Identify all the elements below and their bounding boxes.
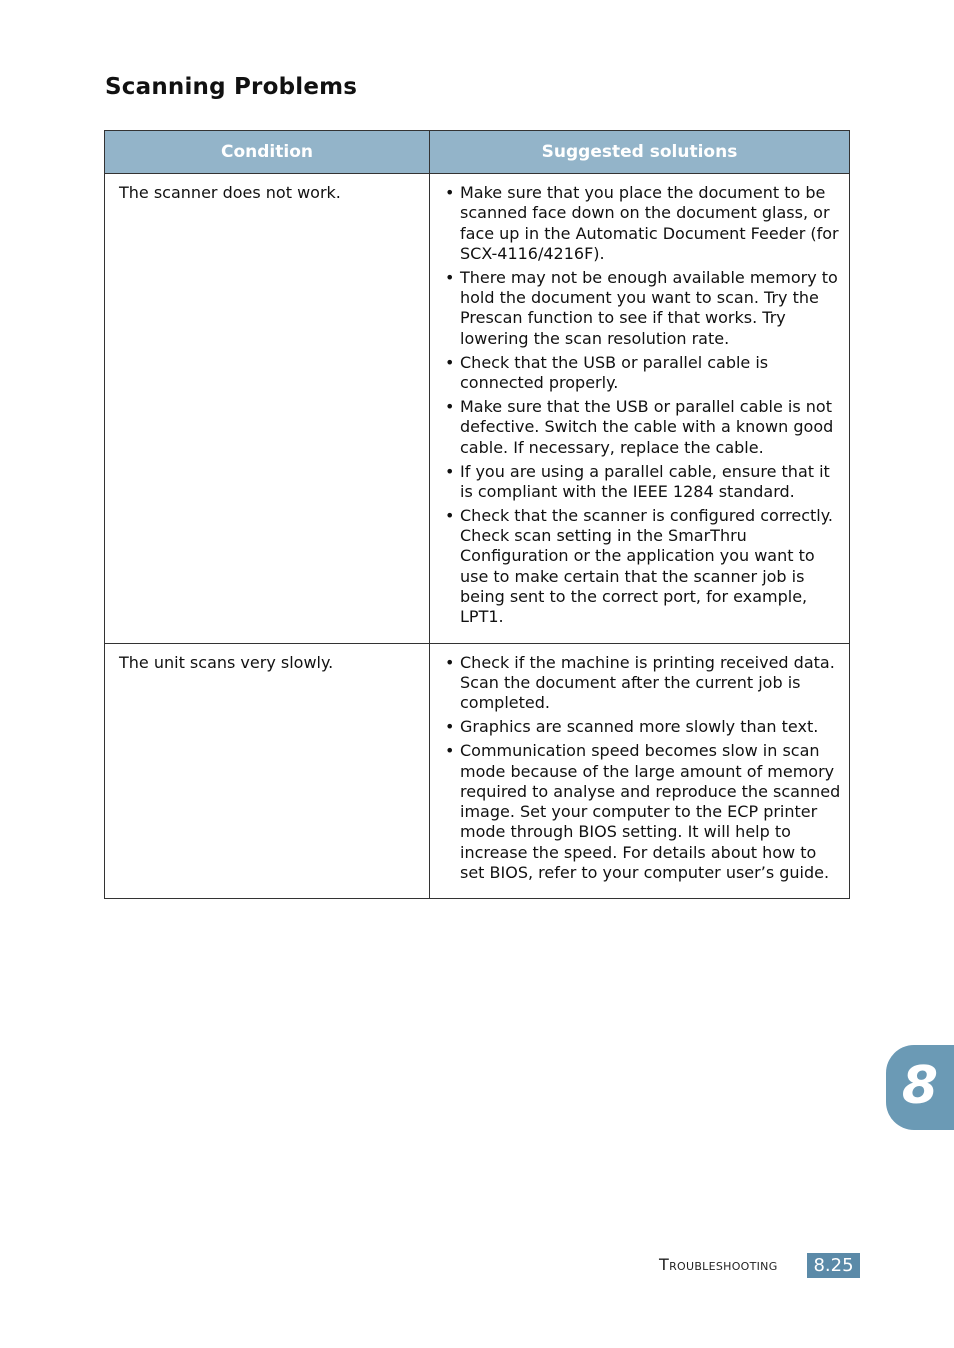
solution-item: • There may not be enough available memory to hold the document you want to scan. Try the Prescan function to see if that works. Try lowering the scan resolution rate. (445, 268, 843, 349)
solution-item: • If you are using a parallel cable, ensure that it is compliant with the IEEE 1284 standard. (445, 462, 843, 503)
table-row (105, 174, 850, 644)
solution-item: • Check that the USB or parallel cable is connected properly. (445, 353, 843, 394)
chapter-tab (886, 1045, 954, 1130)
solution-item: • Check that the scanner is configured correctly. Check scan setting in the SmarThru Configuration or the application you want to use to make certain that the scanner job is being sent to the correct port, for example, LPT1. (445, 506, 843, 628)
page-number: 8.25 (807, 1253, 860, 1278)
condition-cell: The scanner does not work. (105, 174, 430, 644)
solution-list (445, 183, 843, 628)
condition-cell: The unit scans very slowly. (105, 643, 430, 899)
solution-list (445, 653, 843, 884)
solution-item: • Check if the machine is printing received data. Scan the document after the current job is completed. (445, 653, 843, 714)
solution-item: • Make sure that the USB or parallel cable is not defective. Switch the cable with a known good cable. If necessary, replace the cable. (445, 397, 843, 458)
solution-item: • Graphics are scanned more slowly than text. (445, 717, 843, 737)
troubleshooting-table (104, 130, 850, 899)
footer-section-label: Troubleshooting (659, 1255, 778, 1274)
solution-item: • Make sure that you place the document to be scanned face down on the document glass, or face up in the Automatic Document Feeder (for SCX-4116/4216F). (445, 183, 843, 264)
solution-item: • Communication speed becomes slow in scan mode because of the large amount of memory required to analyse and reproduce the scanned image. Set your computer to the ECP printer mode through BIOS setting. It will help to increase the speed. For details about how to set BIOS, refer to your computer user’s guide. (445, 741, 843, 883)
solutions-header: Suggested solutions (430, 131, 850, 174)
solutions-cell (430, 174, 850, 644)
solutions-cell (430, 643, 850, 899)
section-title: Scanning Problems (105, 74, 358, 100)
condition-header: Condition (105, 131, 430, 174)
chapter-number: 8 (901, 1055, 939, 1116)
table-header-row (105, 131, 850, 174)
table-row (105, 643, 850, 899)
